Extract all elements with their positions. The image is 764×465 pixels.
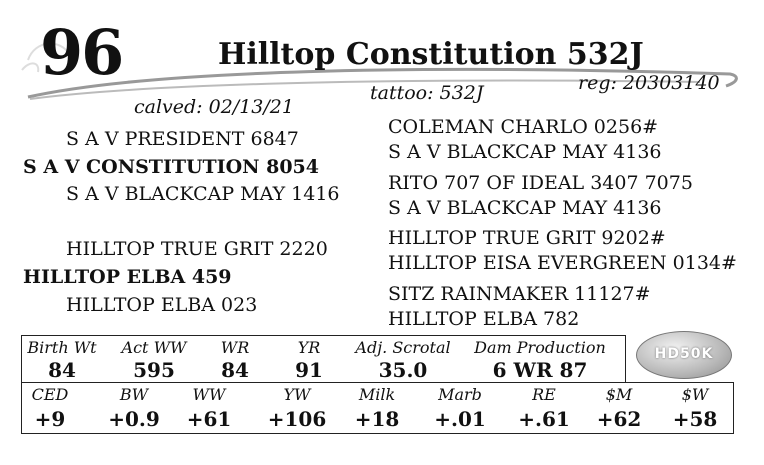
lot-number: 96: [40, 16, 123, 89]
epd-value-ced: +9: [34, 407, 66, 431]
value-birth-weight: 84: [48, 358, 76, 382]
ancestor-1: COLEMAN CHARLO 0256#: [388, 116, 659, 138]
epd-header-ced: CED: [31, 385, 69, 404]
tattoo: tattoo: 532J: [370, 82, 484, 104]
epd-header-yw: YW: [283, 385, 311, 404]
ancestor-4: S A V BLACKCAP MAY 4136: [388, 197, 662, 219]
ancestor-6: HILLTOP EISA EVERGREEN 0134#: [388, 252, 737, 274]
epd-table: [21, 382, 734, 434]
dam-sire: HILLTOP TRUE GRIT 2220: [66, 238, 328, 260]
epd-value-yw: +106: [267, 407, 327, 431]
dam-dam: HILLTOP ELBA 023: [66, 294, 258, 316]
header-yr: YR: [297, 338, 321, 357]
epd-header-marb: Marb: [438, 385, 482, 404]
sire: S A V CONSTITUTION 8054: [23, 156, 319, 178]
sire-sire: S A V PRESIDENT 6847: [66, 128, 299, 150]
epd-header-milk: Milk: [358, 385, 396, 404]
value-adj-scrotal: 35.0: [378, 358, 428, 382]
ancestor-3: RITO 707 OF IDEAL 3407 7075: [388, 172, 693, 194]
epd-header-re: RE: [532, 385, 556, 404]
performance-table: [21, 335, 626, 383]
header-adj-scrotal: Adj. Scrotal: [355, 338, 451, 357]
dam: HILLTOP ELBA 459: [23, 266, 232, 288]
sire-dam: S A V BLACKCAP MAY 1416: [66, 183, 340, 205]
epd-value-ww: +61: [186, 407, 232, 431]
ancestor-5: HILLTOP TRUE GRIT 9202#: [388, 227, 666, 249]
value-yr: 91: [295, 358, 323, 382]
registration-number: reg: 20303140: [578, 72, 720, 94]
performance-header-row: [22, 338, 625, 358]
performance-value-row: [22, 358, 625, 380]
epd-value-milk: +18: [354, 407, 400, 431]
header-birth-weight: Birth Wt: [27, 338, 97, 357]
ancestor-8: HILLTOP ELBA 782: [388, 308, 580, 330]
hd50k-logo: [636, 331, 732, 379]
epd-value-re: +.61: [518, 407, 570, 431]
epd-header-m: $M: [605, 385, 633, 404]
calved-date: calved: 02/13/21: [134, 96, 294, 118]
epd-value-row: [22, 407, 733, 431]
epd-value-w: +58: [672, 407, 718, 431]
epd-value-m: +62: [596, 407, 642, 431]
hd50k-logo-text: HD50K: [654, 346, 714, 362]
ancestor-2: S A V BLACKCAP MAY 4136: [388, 141, 662, 163]
epd-header-bw: BW: [119, 385, 149, 404]
value-actual-ww: 595: [133, 358, 175, 382]
ancestor-7: SITZ RAINMAKER 11127#: [388, 283, 651, 305]
value-wr: 84: [221, 358, 249, 382]
header-actual-ww: Act WW: [121, 338, 187, 357]
epd-value-marb: +.01: [434, 407, 486, 431]
header-wr: WR: [220, 338, 250, 357]
epd-header-row: [22, 385, 733, 405]
animal-name: Hilltop Constitution 532J: [218, 37, 644, 72]
value-dam-production: 6 WR 87: [492, 358, 588, 382]
header-dam-production: Dam Production: [474, 338, 606, 357]
epd-header-w: $W: [681, 385, 709, 404]
epd-value-bw: +0.9: [108, 407, 160, 431]
epd-header-ww: WW: [192, 385, 226, 404]
